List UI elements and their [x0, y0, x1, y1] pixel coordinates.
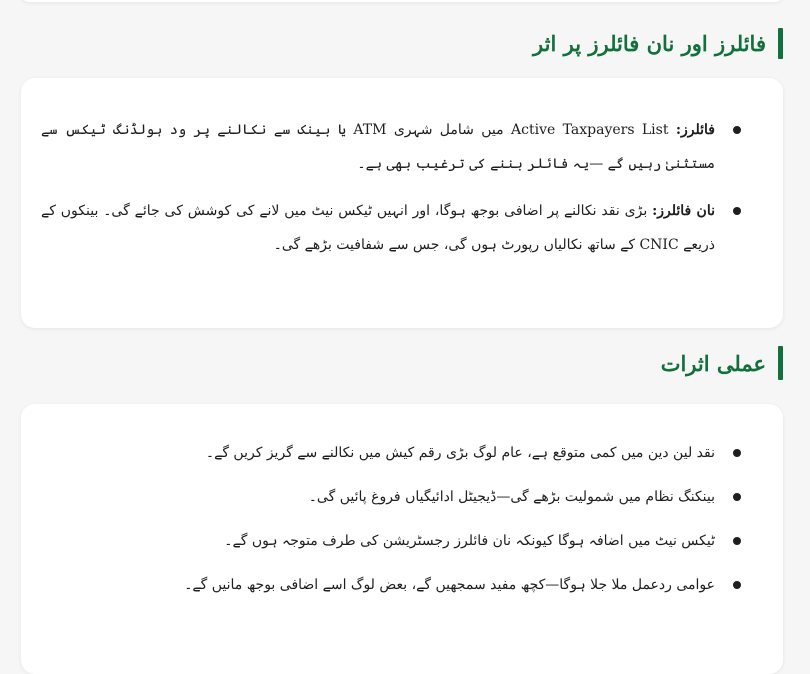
bullet-icon [733, 126, 741, 134]
section-heading-practical-effects [661, 346, 783, 380]
list-item [41, 530, 741, 552]
list-item [41, 574, 741, 596]
previous-card-bottom [21, 0, 783, 2]
item-text: ٹیکس نیٹ میں اضافہ ہوگا کیونکہ نان فائلرز رجسٹریشن کی طرف متوجہ ہوں گے۔ [224, 533, 715, 549]
list-item [41, 113, 741, 181]
list-item [41, 486, 741, 508]
practical-effects-card [21, 404, 783, 674]
item-text: Active Taxpayers List میں شامل شہری ATM یا بینک سے نکالنے پر ود ہولڈنگ ٹیکس سے مستثنیٰ رہیں گے —یہ فائلر بننے کی ترغیب بھی ہے۔ [41, 122, 715, 172]
list-item [41, 194, 741, 262]
item-lead: نان فائلرز: [652, 203, 715, 219]
section-title: فائلرز اور نان فائلرز پر اثر [533, 31, 766, 56]
bullet-icon [733, 537, 741, 545]
list-item [41, 442, 741, 464]
item-text: نقد لین دین میں کمی متوقع ہے، عام لوگ بڑی رقم کیش میں نکالنے سے گریز کریں گے۔ [205, 445, 715, 461]
filers-card [21, 78, 783, 328]
bullet-icon [733, 207, 741, 215]
filers-list [41, 113, 741, 262]
heading-accent-bar [778, 346, 783, 380]
section-heading-filers [533, 28, 783, 59]
bullet-icon [733, 449, 741, 457]
bullet-icon [733, 493, 741, 501]
bullet-icon [733, 581, 741, 589]
item-text: بینکنگ نظام میں شمولیت بڑھے گی—ڈیجیٹل ادائیگیاں فروغ پائیں گی۔ [308, 489, 715, 505]
section-title: عملی اثرات [660, 350, 766, 376]
item-text: بڑی نقد نکالنے پر اضافی بوجھ ہوگا، اور انہیں ٹیکس نیٹ میں لانے کی کوشش کی جائے گی۔ بینکوں کے ذریعے CNIC کے ساتھ نکالیاں رپورٹ ہوں گی، جس سے شفافیت بڑھے گی۔ [41, 203, 715, 253]
effects-list [41, 442, 741, 596]
heading-accent-bar [778, 28, 783, 59]
item-text: عوامی ردعمل ملا جلا ہوگا—کچھ مفید سمجھیں گے، بعض لوگ اسے اضافی بوجھ مانیں گے۔ [184, 577, 715, 593]
item-lead: فائلرز: [675, 122, 716, 138]
